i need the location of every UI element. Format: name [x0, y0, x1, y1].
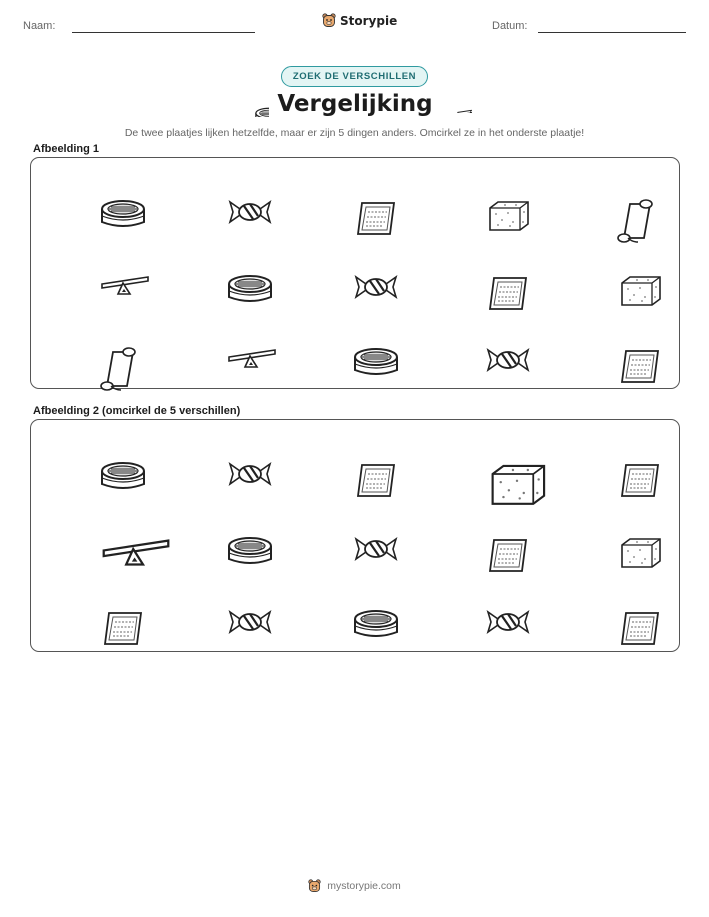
seesaw-icon	[191, 318, 261, 374]
name-label: Naam:	[23, 20, 56, 32]
sieve-icon[interactable]	[64, 432, 134, 488]
sponge-icon	[581, 245, 651, 301]
scroll-icon	[64, 318, 134, 374]
page-title: Vergelijking	[277, 91, 433, 117]
brand-name: Storypie	[340, 13, 398, 28]
tablet-icon[interactable]	[317, 432, 387, 488]
scroll-icon	[581, 170, 651, 226]
tablet-icon[interactable]	[581, 580, 651, 636]
brand	[322, 13, 397, 28]
tablet-icon[interactable]	[449, 507, 519, 563]
footer	[0, 879, 709, 893]
tablet-icon	[449, 245, 519, 301]
candy-icon[interactable]	[191, 432, 261, 488]
sieve-icon	[191, 245, 261, 301]
name-line[interactable]	[72, 32, 255, 33]
picture-2-panel[interactable]	[30, 419, 680, 652]
section-2-label: Afbeelding 2 (omcirkel de 5 verschillen)	[33, 405, 241, 417]
tablet-icon[interactable]	[581, 432, 651, 488]
candy-icon[interactable]	[449, 580, 519, 636]
sieve-icon[interactable]	[317, 580, 387, 636]
tablet-icon	[317, 170, 387, 226]
seesaw-icon	[64, 245, 134, 301]
sponge-icon[interactable]	[581, 507, 651, 563]
tablet-icon[interactable]	[64, 580, 134, 636]
tablet-icon	[581, 318, 651, 374]
candy-icon[interactable]	[317, 507, 387, 563]
candy-icon	[449, 318, 519, 374]
activity-tag: ZOEK DE VERSCHILLEN	[281, 66, 428, 87]
date-label: Datum:	[492, 20, 528, 32]
sponge-icon	[449, 170, 519, 226]
sieve-icon	[317, 318, 387, 374]
instructions: De twee plaatjes lijken hetzelfde, maar er zijn 5 dingen anders. Omcirkel ze in het onderste plaatje!	[124, 127, 585, 139]
footer-url: mystorypie.com	[327, 880, 401, 892]
section-1-label: Afbeelding 1	[33, 143, 100, 155]
sponge-icon[interactable]	[449, 432, 519, 488]
date-line[interactable]	[538, 32, 686, 33]
candy-icon[interactable]	[191, 580, 261, 636]
storypie-bear-logo-icon	[308, 879, 321, 893]
picture-1-panel	[30, 157, 680, 389]
seesaw-icon	[440, 97, 472, 118]
storypie-bear-logo-icon	[322, 13, 336, 28]
seesaw-icon[interactable]	[64, 507, 134, 563]
candy-icon	[317, 245, 387, 301]
candy-icon	[191, 170, 261, 226]
sieve-icon[interactable]	[191, 507, 261, 563]
sieve-icon	[64, 170, 134, 226]
sieve-icon	[239, 95, 269, 122]
